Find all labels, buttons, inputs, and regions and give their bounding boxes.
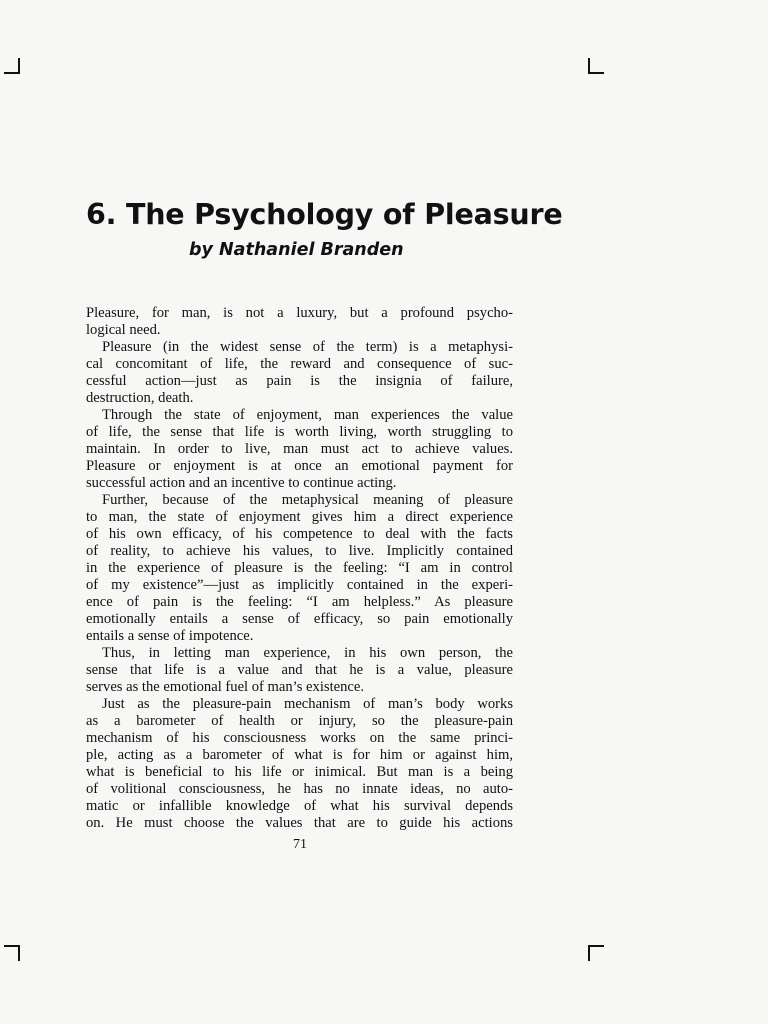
crop-mark-top-right (588, 58, 604, 74)
text-line: logical need. (86, 322, 161, 338)
text-line: Further, because of the metaphysical meaning of pleasure (102, 492, 513, 508)
text-line: in the experience of pleasure is the feeling: “I am in control (86, 560, 513, 576)
text-line: on. He must choose the values that are to guide his actions (86, 815, 513, 831)
page-number: 71 (293, 837, 307, 852)
text-line: of volitional consciousness, he has no innate ideas, no auto- (86, 781, 513, 797)
text-line: entails a sense of impotence. (86, 628, 254, 644)
text-line: sense that life is a value and that he is a value, pleasure (86, 662, 513, 678)
text-line: Pleasure (in the widest sense of the term) is a metaphysi- (102, 339, 513, 355)
text-line: Pleasure, for man, is not a luxury, but a profound psycho- (86, 305, 513, 321)
text-line: successful action and an incentive to continue acting. (86, 475, 397, 491)
text-line: Through the state of enjoyment, man experiences the value (102, 407, 513, 423)
text-line: matic or infallible knowledge of what his survival depends (86, 798, 513, 814)
chapter-title: 6. The Psychology of Pleasure (86, 198, 563, 231)
text-line: Thus, in letting man experience, in his own person, the (102, 645, 513, 661)
crop-mark-bottom-left (4, 945, 20, 961)
text-line: to man, the state of enjoyment gives him a direct experience (86, 509, 513, 525)
crop-mark-bottom-right (588, 945, 604, 961)
text-line: cal concomitant of life, the reward and consequence of suc- (86, 356, 513, 372)
text-line: of reality, to achieve his values, to live. Implicitly contained (86, 543, 513, 559)
text-line: mechanism of his consciousness works on the same princi- (86, 730, 513, 746)
text-line: of his own efficacy, of his competence to deal with the facts (86, 526, 513, 542)
text-line: cessful action—just as pain is the insignia of failure, (86, 373, 513, 389)
chapter-byline: by Nathaniel Branden (189, 240, 404, 260)
text-line: of my existence”—just as implicitly contained in the experi- (86, 577, 513, 593)
text-line: Pleasure or enjoyment is at once an emotional payment for (86, 458, 513, 474)
text-line: serves as the emotional fuel of man’s existence. (86, 679, 365, 695)
text-line: emotionally entails a sense of efficacy, so pain emotionally (86, 611, 513, 627)
body-text (86, 305, 513, 832)
text-line: ple, acting as a barometer of what is for him or against him, (86, 747, 513, 763)
crop-mark-top-left (4, 58, 20, 74)
text-line: maintain. In order to live, man must act to achieve values. (86, 441, 513, 457)
text-line: ence of pain is the feeling: “I am helpless.” As pleasure (86, 594, 513, 610)
text-line: destruction, death. (86, 390, 194, 406)
text-line: as a barometer of health or injury, so the pleasure-pain (86, 713, 513, 729)
text-line: Just as the pleasure-pain mechanism of man’s body works (102, 696, 513, 712)
text-line: what is beneficial to his life or inimical. But man is a being (86, 764, 513, 780)
text-line: of life, the sense that life is worth living, worth struggling to (86, 424, 513, 440)
